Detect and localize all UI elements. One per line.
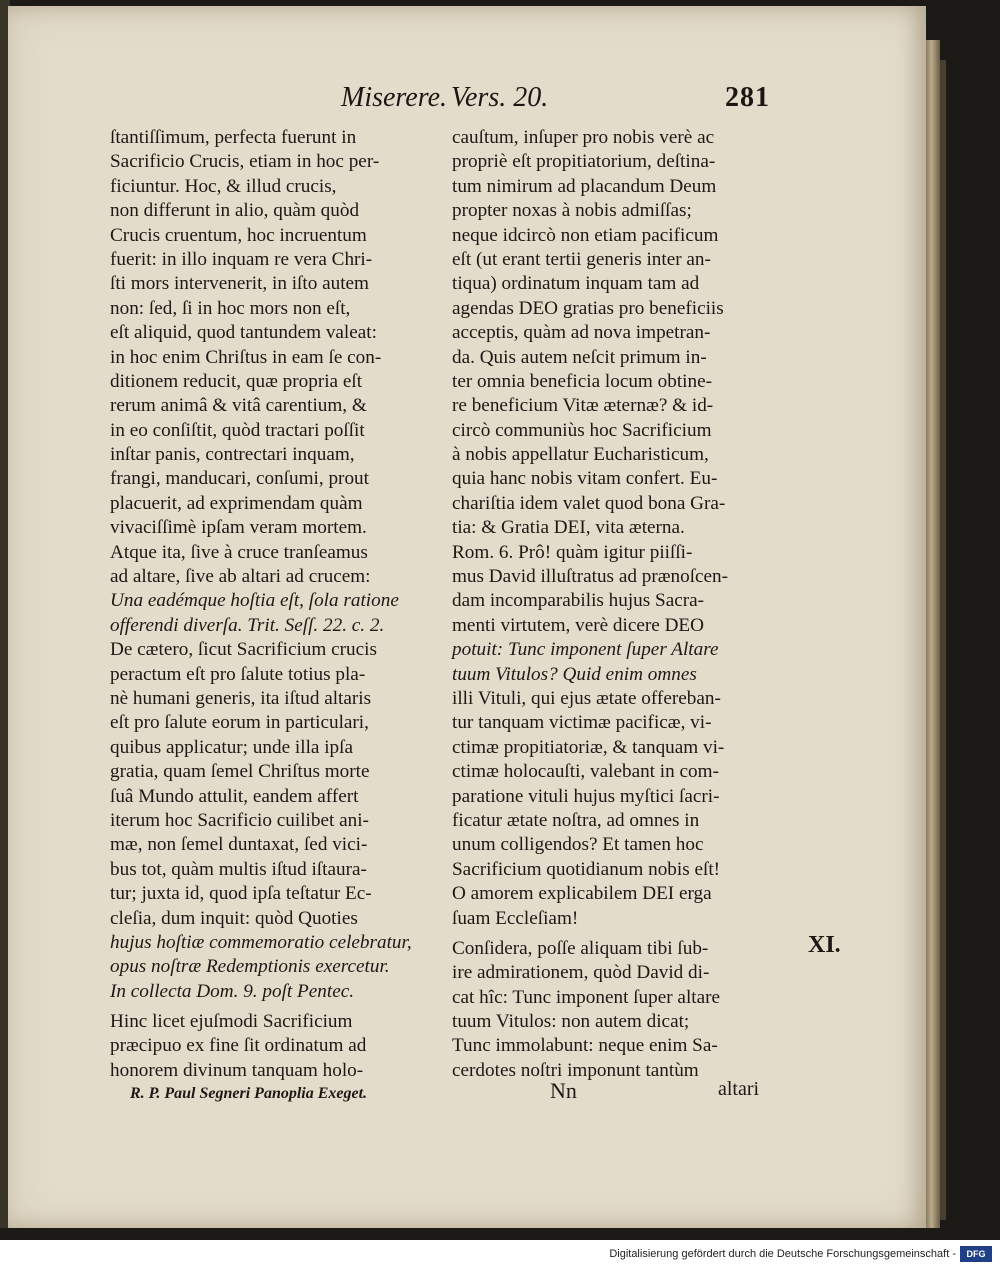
text-line: Conſidera, poſſe aliquam tibi ſub- — [452, 937, 709, 959]
page-stack-edge — [926, 40, 940, 1228]
text-line: De cætero, ſicut Sacrificium crucis — [110, 639, 377, 661]
text-line: peractum eſt pro ſalute totius pla- — [110, 663, 366, 685]
text-line: ter omnia beneficia locum obtine- — [452, 370, 712, 392]
text-line: eſt pro ſalute eorum in particulari, — [110, 712, 369, 734]
text-line: neque idcircò non etiam pacificum — [452, 224, 719, 246]
text-line: Sacrificio Crucis, etiam in hoc per- — [110, 151, 380, 173]
text-line: ctimæ propitiatoriæ, & tanquam vi- — [452, 736, 725, 758]
text-line: tuum Vitulos? Quid enim omnes — [452, 663, 697, 685]
text-line: ctimæ holocauſti, valebant in com- — [452, 761, 719, 783]
text-line: cat hîc: Tunc imponent ſuper altare — [452, 986, 721, 1008]
text-line: cauſtum, inſuper pro nobis verè ac — [452, 127, 715, 148]
left-text-column — [110, 126, 428, 1083]
text-line: bus tot, quàm multis iſtud iſtaura- — [110, 858, 367, 880]
text-line: non: ſed, ſi in hoc mors non eſt, — [110, 297, 351, 319]
text-line: ficiuntur. Hoc, & illud crucis, — [110, 175, 337, 197]
text-line: mæ, non ſemel duntaxat, ſed vici- — [110, 834, 368, 856]
text-line: præcipuo ex fine ſit ordinatum ad — [110, 1035, 367, 1057]
text-line: circò communiùs hoc Sacrificium — [452, 419, 712, 441]
text-line: quibus applicatur; unde illa ipſa — [110, 736, 353, 758]
text-line: ſuâ Mundo attulit, eandem affert — [110, 785, 359, 807]
text-line: unum colligendos? Et tamen hoc — [452, 834, 704, 856]
text-line: potuit: Tunc imponent ſuper Altare — [452, 639, 719, 661]
text-line: In collecta Dom. 9. poſt Pentec. — [110, 980, 355, 1002]
text-line: ſti mors intervenerit, in iſto autem — [110, 273, 369, 295]
text-line: offerendi diverſa. Trit. Seſſ. 22. c. 2. — [110, 614, 385, 636]
running-header — [335, 82, 795, 122]
text-line: Tunc immolabunt: neque enim Sa- — [452, 1035, 718, 1057]
text-line: eſt aliquid, quod tantundem valeat: — [110, 322, 377, 344]
text-line: ad altare, ſive ab altari ad crucem: — [110, 566, 371, 588]
text-line: Una eadémque hoſtia eſt, ſola ratione — [110, 590, 399, 612]
footer-credit: Digitalisierung gefördert durch die Deutsche Forschungsgemeinschaft - — [609, 1248, 956, 1260]
text-line: agendas DEO gratias pro beneficiis — [452, 297, 724, 319]
text-line: paratione vituli hujus myſtici ſacri- — [452, 785, 720, 807]
text-line: propter noxas à nobis admiſſas; — [452, 200, 692, 222]
text-line: ſtantiſſimum, perfecta fuerunt in — [110, 127, 357, 148]
text-line: acceptis, quàm ad nova impetran- — [452, 322, 711, 344]
text-line: quia hanc nobis vitam confert. Eu- — [452, 468, 718, 490]
text-line: à nobis appellatur Eucharisticum, — [452, 444, 709, 466]
text-line: menti virtutem, verè dicere DEO — [452, 614, 705, 636]
text-line: fuerit: in illo inquam re vera Chri- — [110, 248, 373, 270]
text-line: mus David illuſtratus ad prænoſcen- — [452, 566, 729, 588]
text-line: hujus hoſtiæ commemoratio celebratur, — [110, 931, 412, 953]
text-line: O amorem explicabilem DEI erga — [452, 883, 712, 905]
running-title: Miserere. — [341, 82, 447, 113]
text-line: in hoc enim Chriſtus in eam ſe con- — [110, 346, 382, 368]
gathering-signature: Nn — [550, 1078, 577, 1103]
catchword: altari — [718, 1078, 760, 1100]
text-line: chariſtia idem valet quod bona Gra- — [452, 492, 726, 514]
text-line: Atque ita, ſive à cruce tranſeamus — [110, 541, 368, 563]
text-line: Sacrificium quotidianum nobis eſt! — [452, 858, 721, 880]
text-line: eſt (ut erant tertii generis inter an- — [452, 248, 711, 270]
text-line: nè humani generis, ita iſtud altaris — [110, 687, 372, 709]
dfg-logo-icon: DFG — [960, 1246, 992, 1262]
text-line: placuerit, ad exprimendam quàm — [110, 492, 363, 514]
text-line: illi Vituli, qui ejus ætate offereban- — [452, 687, 721, 709]
text-line: tuum Vitulos: non autem dicat; — [452, 1011, 690, 1033]
text-line: propriè eſt propitiatorium, deſtina- — [452, 151, 716, 173]
source-attribution: R. P. Paul Segneri Panoplia Exeget. — [130, 1085, 368, 1102]
text-line: iterum hoc Sacrificio cuilibet ani- — [110, 809, 369, 831]
text-line: ficatur ætate noſtra, ad omnes in — [452, 809, 700, 831]
text-line: da. Quis autem neſcit primum in- — [452, 346, 707, 368]
text-line: in eo conſiſtit, quòd tractari poſſit — [110, 419, 365, 441]
text-line: cleſia, dum inquit: quòd Quoties — [110, 907, 358, 929]
text-line: cerdotes noſtri imponunt tantùm — [452, 1059, 699, 1081]
text-line: rerum animâ & vitâ carentium, & — [110, 395, 367, 417]
text-line: Hinc licet ejuſmodi Sacrificium — [110, 1011, 353, 1033]
text-line: tia: & Gratia DEI, vita æterna. — [452, 517, 685, 539]
text-line: ditionem reducit, quæ propria eſt — [110, 370, 363, 392]
text-line: tur tanquam victimæ pacificæ, vi- — [452, 712, 712, 734]
text-line: inſtar panis, contrectari inquam, — [110, 444, 355, 466]
text-line: opus noſtræ Redemptionis exercetur. — [110, 956, 390, 978]
margin-section-number: XI. — [808, 932, 841, 958]
text-line: vivaciſſimè ipſam veram mortem. — [110, 517, 367, 539]
text-line: tum nimirum ad placandum Deum — [452, 175, 717, 197]
text-line: Rom. 6. Prô! quàm igitur piiſſi- — [452, 541, 693, 563]
text-line: Crucis cruentum, hoc incruentum — [110, 224, 367, 246]
text-line: frangi, manducari, conſumi, prout — [110, 468, 369, 490]
page-stack-shadow — [940, 60, 946, 1220]
text-line: ire admirationem, quòd David di- — [452, 962, 710, 984]
text-line: ſuam Eccleſiam! — [452, 907, 579, 929]
page-number: 281 — [725, 82, 770, 113]
text-line: gratia, quam ſemel Chriſtus morte — [110, 761, 370, 783]
text-line: tur; juxta id, quod ipſa teſtatur Ec- — [110, 883, 372, 905]
text-line: honorem divinum tanquam holo- — [110, 1059, 364, 1081]
text-line: re beneficium Vitæ æternæ? & id- — [452, 395, 714, 417]
text-line: tiqua) ordinatum inquam tam ad — [452, 273, 700, 295]
text-line: non differunt in alio, quàm quòd — [110, 200, 360, 222]
text-line: dam incomparabilis hujus Sacra- — [452, 590, 705, 612]
verse-reference: Vers. 20. — [451, 82, 549, 113]
right-text-column — [452, 126, 768, 1083]
